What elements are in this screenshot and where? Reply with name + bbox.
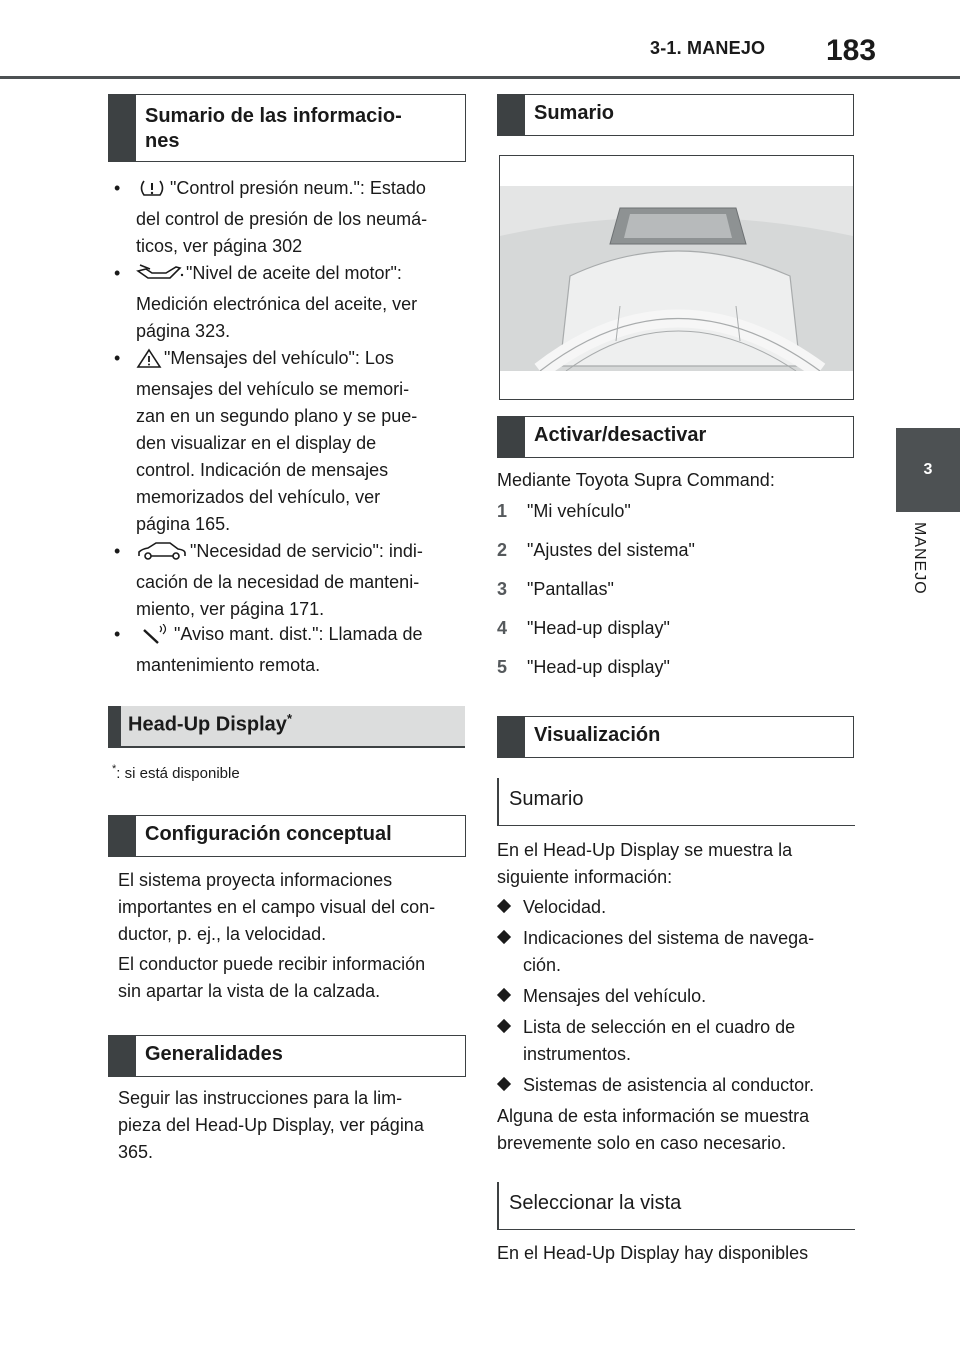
step-text: "Head-up display" xyxy=(527,618,670,638)
bullet: • xyxy=(114,541,121,561)
section-title: Sumario xyxy=(534,102,615,124)
list-item-text xyxy=(136,621,423,679)
remote-wrench-icon xyxy=(136,624,172,652)
chapter-heading-head-up-display xyxy=(108,706,465,748)
text-line: den visualizar en el display de xyxy=(136,433,377,453)
paragraph xyxy=(497,837,857,891)
section-header-visualizacion xyxy=(497,716,854,758)
warning-triangle-icon xyxy=(136,348,162,376)
footnote-text: : si está disponible xyxy=(116,765,240,782)
subsection-heading xyxy=(497,778,855,826)
text-line: Indicaciones del sistema de navega- xyxy=(523,928,815,948)
text-line: Mensajes del vehículo. xyxy=(523,986,707,1006)
diamond-bullet-icon xyxy=(497,984,510,997)
text-line: Lista de selección en el cuadro de xyxy=(523,1017,796,1037)
text-line: memorizados del vehículo, ver xyxy=(136,487,381,507)
car-service-icon xyxy=(136,541,188,569)
text-line: pieza del Head-Up Display, ver página xyxy=(118,1115,424,1135)
diamond-bullet-icon xyxy=(497,1073,510,1086)
text-line: brevemente solo en caso necesario. xyxy=(497,1133,787,1153)
text-line: "Control presión neum.": Estado xyxy=(170,178,426,198)
bullet: • xyxy=(114,624,121,644)
text-line: siguiente información: xyxy=(497,867,673,887)
subsection-heading xyxy=(497,1182,855,1230)
step-number: 5 xyxy=(497,657,508,677)
text-line: mantenimiento remota. xyxy=(136,655,321,675)
section-header-bar xyxy=(498,417,525,457)
section-header-activar xyxy=(497,416,854,458)
list-item-text xyxy=(136,345,417,538)
chapter-tab-label: MANEJO xyxy=(911,522,928,595)
running-header-section: 3-1. MANEJO xyxy=(650,38,766,58)
paragraph xyxy=(118,1085,468,1166)
section-header-bar xyxy=(498,717,525,757)
section-title: Activar/desactivar xyxy=(534,424,707,446)
section-header-sumario xyxy=(497,94,854,136)
chapter-heading-title xyxy=(128,711,292,737)
text-line: página 165. xyxy=(136,514,231,534)
text-line: Seguir las instrucciones para la lim- xyxy=(118,1088,403,1108)
text-line: importantes en el campo visual del con- xyxy=(118,897,436,917)
text-line: Alguna de esta información se muestra xyxy=(497,1106,810,1126)
oil-can-icon xyxy=(136,263,184,291)
footnote xyxy=(112,756,240,787)
text-line: página 323. xyxy=(136,321,231,341)
text-line: "Aviso mant. dist.": Llamada de xyxy=(174,624,423,644)
text-line: "Necesidad de servicio": indi- xyxy=(190,541,423,561)
step-text: "Head-up display" xyxy=(527,657,670,677)
step-text: "Mi vehículo" xyxy=(527,501,631,521)
text-line: control. Indicación de mensajes xyxy=(136,460,389,480)
footnote-mark: * xyxy=(112,763,117,775)
subsection-title: Seleccionar la vista xyxy=(509,1192,682,1214)
section-header-bar xyxy=(109,95,136,161)
tire-pressure-icon xyxy=(136,178,168,206)
step-number: 3 xyxy=(497,579,508,599)
text-line: mensajes del vehículo se memori- xyxy=(136,379,410,399)
chapter-heading-bar xyxy=(108,706,121,746)
paragraph: Mediante Toyota Supra Command: xyxy=(497,470,775,490)
step-number: 2 xyxy=(497,540,508,560)
section-header-configuracion xyxy=(108,815,466,857)
bullet: • xyxy=(114,348,121,368)
text-line: "Nivel de aceite del motor": xyxy=(186,263,402,283)
dashboard-drawing xyxy=(500,156,853,399)
section-title-line: Sumario de las informacio- xyxy=(145,105,402,127)
text-line: ductor, p. ej., la velocidad. xyxy=(118,924,327,944)
step-number: 1 xyxy=(497,501,508,521)
head-up-display-illustration xyxy=(499,155,854,400)
text-line: zan en un segundo plano y se pue- xyxy=(136,406,418,426)
header-rule xyxy=(0,76,960,79)
chapter-tab-number: 3 xyxy=(896,428,960,512)
text-line: "Mensajes del vehículo": Los xyxy=(164,348,394,368)
text-line: cación de la necesidad de manteni- xyxy=(136,572,420,592)
section-header-generalidades xyxy=(108,1035,466,1077)
bullet: • xyxy=(114,178,121,198)
text-line: miento, ver página 171. xyxy=(136,599,325,619)
text-line: 365. xyxy=(118,1142,154,1162)
text-line: ción. xyxy=(523,955,562,975)
text-line: del control de presión de los neumá- xyxy=(136,209,428,229)
diamond-bullet-icon xyxy=(497,1015,510,1028)
text-line: Medición electrónica del aceite, ver xyxy=(136,294,418,314)
text-line: instrumentos. xyxy=(523,1044,632,1064)
list-item-text xyxy=(136,260,417,345)
list-item-text xyxy=(136,538,423,623)
text-line: El conductor puede recibir información xyxy=(118,954,426,974)
step-text: "Pantallas" xyxy=(527,579,614,599)
footnote-mark: * xyxy=(286,711,292,726)
paragraph xyxy=(118,951,468,1005)
step-text: "Ajustes del sistema" xyxy=(527,540,695,560)
diamond-bullet-icon xyxy=(497,926,510,939)
step-number: 4 xyxy=(497,618,508,638)
heading-text: Head-Up Display xyxy=(128,713,287,736)
text-line: Sistemas de asistencia al conductor. xyxy=(523,1075,815,1095)
section-title: Visualización xyxy=(534,724,661,746)
text-line: sin apartar la vista de la calzada. xyxy=(118,981,381,1001)
section-header-bar xyxy=(109,816,136,856)
section-title-line: nes xyxy=(145,130,180,152)
section-header-bar xyxy=(498,95,525,135)
section-header-bar xyxy=(109,1036,136,1076)
bullet: • xyxy=(114,263,121,283)
section-header-sumario-informaciones xyxy=(108,94,466,162)
diamond-bullet-icon xyxy=(497,895,510,908)
list-item-text xyxy=(136,175,427,260)
text-line: En el Head-Up Display se muestra la xyxy=(497,840,793,860)
section-title: Configuración conceptual xyxy=(145,823,392,845)
text-line: Velocidad. xyxy=(523,897,607,917)
paragraph xyxy=(497,1103,857,1157)
page-number: 183 xyxy=(826,34,877,67)
text-line: ticos, ver página 302 xyxy=(136,236,303,256)
subsection-title: Sumario xyxy=(509,788,584,810)
section-title: Generalidades xyxy=(145,1043,283,1065)
text-line: El sistema proyecta informaciones xyxy=(118,870,393,890)
section-title xyxy=(145,104,457,154)
paragraph: En el Head-Up Display hay disponibles xyxy=(497,1243,809,1263)
paragraph xyxy=(118,867,468,948)
